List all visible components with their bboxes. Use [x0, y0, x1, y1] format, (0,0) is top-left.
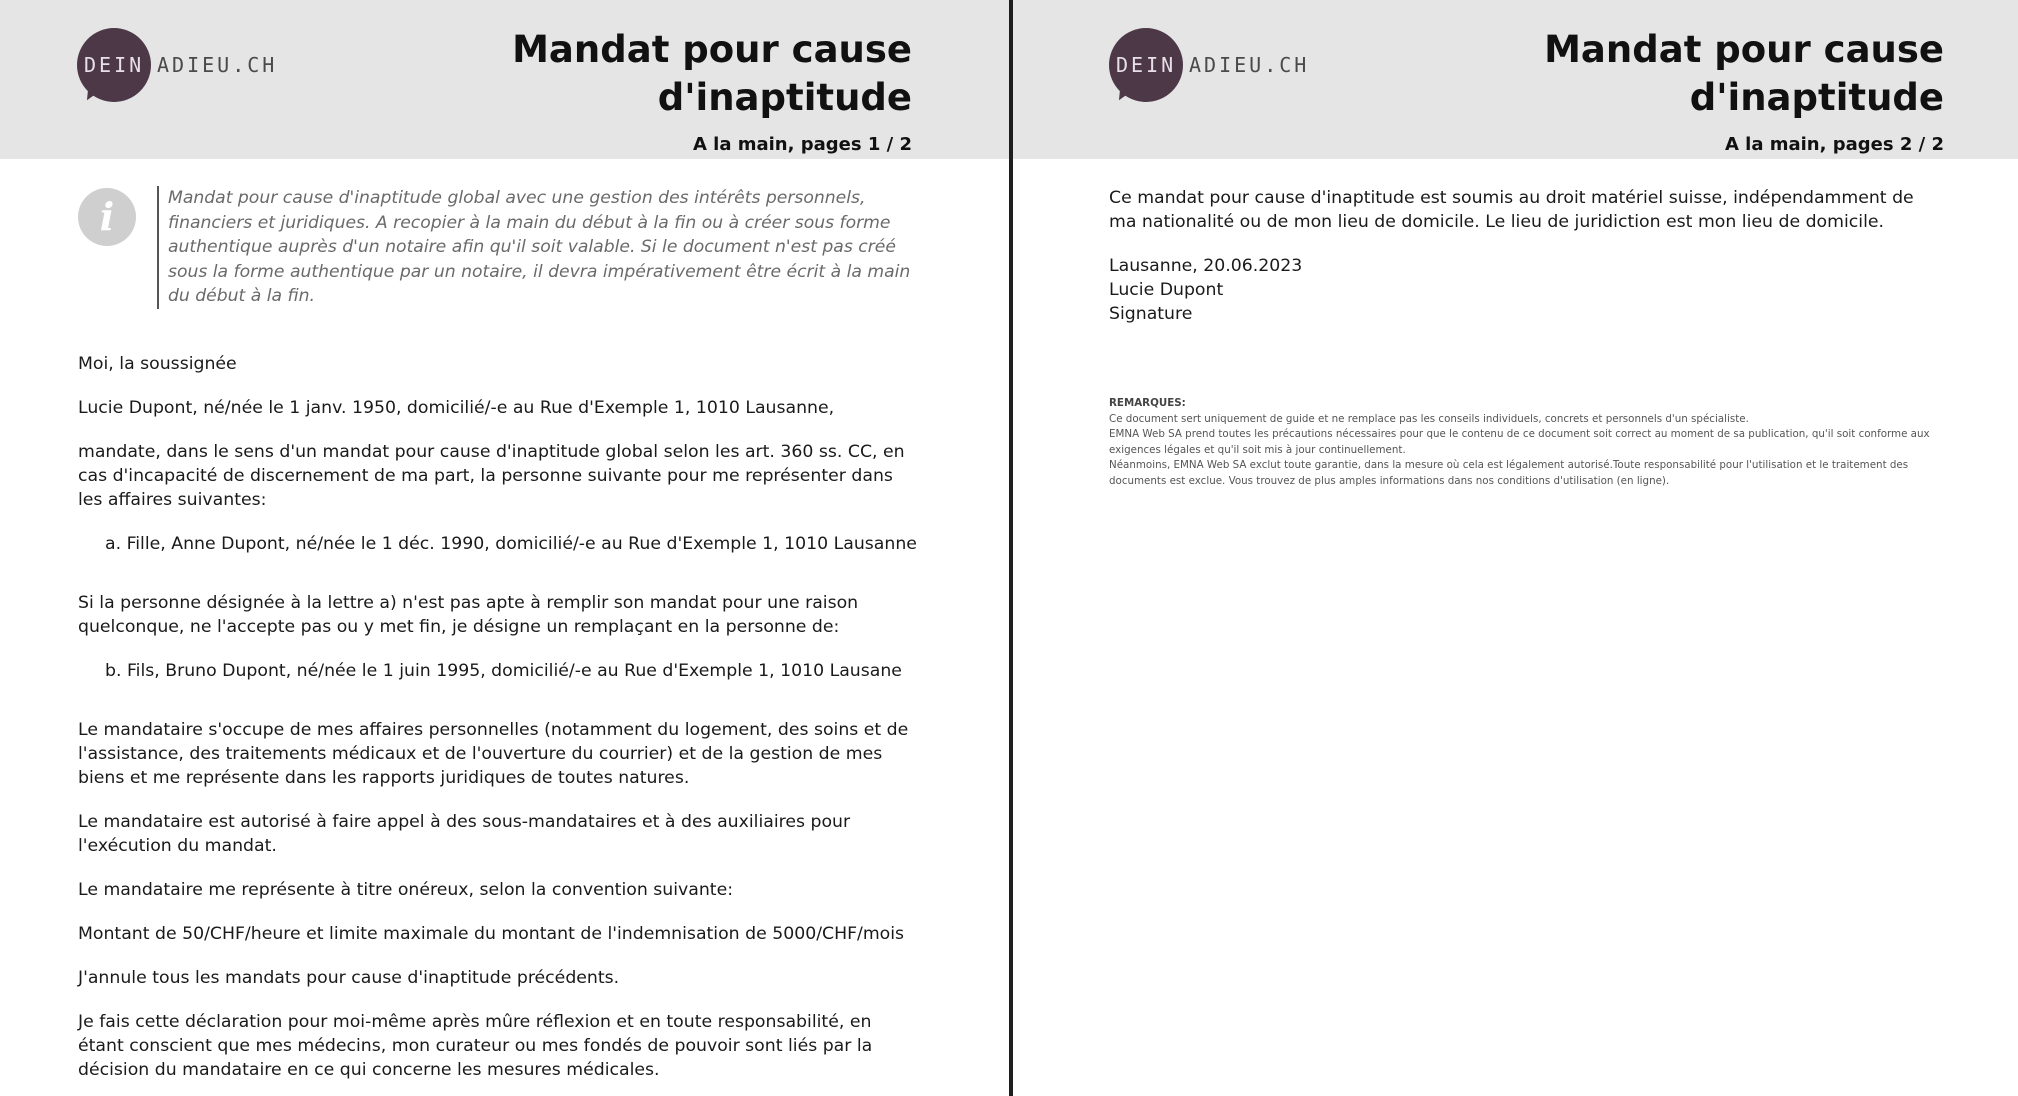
paragraph: Le mandataire me représente à titre onéreux, selon la convention suivante:	[78, 880, 734, 900]
paragraph: mandate, dans le sens d'un mandat pour cause d'inaptitude global selon les art. 360 ss. CC, en cas d'incapacité de discernement de ma part, la personne suivante pour me représenter dans les affaires suivantes:	[78, 442, 905, 510]
paragraph: Le mandataire est autorisé à faire appel à des sous-mandataires et à des auxiliaires pour l'exécution du mandat.	[78, 812, 851, 856]
paragraph: Je fais cette déclaration pour moi-même après mûre réflexion et en toute responsabilité, en étant conscient que mes médecins, mon curateur ou mes fondés de pouvoir sont liés par la décision du mandataire en ce qui concerne les mesures médicales.	[78, 1012, 873, 1080]
page-title	[392, 26, 912, 122]
signature-label: Signature	[1109, 304, 1193, 324]
info-icon: i	[78, 188, 136, 246]
title-line-2: d'inaptitude	[1689, 76, 1944, 119]
logo	[77, 28, 337, 106]
remarks-text: Ce document sert uniquement de guide et ne remplace pas les conseils individuels, concrets et personnels d'un spécialiste.	[1109, 412, 1749, 425]
paragraph: Lucie Dupont, né/née le 1 janv. 1950, domicilié/-e au Rue d'Exemple 1, 1010 Lausanne,	[78, 398, 835, 418]
list-item: a. Fille, Anne Dupont, né/née le 1 déc. 1990, domicilié/-e au Rue d'Exemple 1, 1010 Lausanne	[105, 534, 917, 554]
paragraph: Ce mandat pour cause d'inaptitude est soumis au droit matériel suisse, indépendamment de ma nationalité ou de mon lieu de domicile. Le lieu de juridiction est mon lieu de domicile.	[1109, 188, 1914, 232]
document-page-2	[1013, 0, 2018, 1096]
document-body	[78, 352, 918, 1082]
info-box	[78, 188, 913, 308]
logo-text-dein: DEIN	[84, 53, 145, 77]
info-text: Mandat pour cause d'inaptitude global avec une gestion des intérêts personnels, financiers et juridiques. A recopier à la main du début à la fin ou à créer sous forme authentique auprès d'un notaire afin qu'il soit valable. Si le document n'est pas créé sous la forme authentique par un notaire, il devra impérativement être écrit à la main du début à la fin.	[157, 186, 922, 309]
remarks-title: REMARQUES:	[1109, 397, 1186, 409]
page-subtitle: A la main, pages 1 / 2	[692, 134, 912, 155]
page-subtitle: A la main, pages 2 / 2	[1724, 134, 1944, 155]
logo-text-adieu: ADIEU.CH	[157, 53, 278, 77]
page-title	[1424, 26, 1944, 122]
remarks-section	[1109, 396, 1949, 489]
document-body	[1109, 186, 1939, 326]
logo-text-dein: DEIN	[1116, 53, 1177, 77]
remarks-text: EMNA Web SA prend toutes les précautions nécessaires pour que le contenu de ce document soit correct au moment de sa publication, qu'il soit conforme aux exigences légales et qu'il soit mis à jour continuellement.	[1109, 428, 1930, 456]
logo	[1109, 28, 1369, 106]
list-item: b. Fils, Bruno Dupont, né/née le 1 juin 1995, domicilié/-e au Rue d'Exemple 1, 1010 Lausane	[105, 661, 902, 681]
logo-text-adieu: ADIEU.CH	[1189, 53, 1310, 77]
paragraph: Le mandataire s'occupe de mes affaires personnelles (notamment du logement, des soins et de l'assistance, des traitements médicaux et de l'ouverture du courrier) et de la gestion de mes biens et me représente dans les rapports juridiques de toutes natures.	[78, 720, 909, 788]
paragraph: Montant de 50/CHF/heure et limite maximale du montant de l'indemnisation de 5000/CHF/mois	[78, 924, 905, 944]
place-date: Lausanne, 20.06.2023	[1109, 256, 1303, 276]
paragraph: J'annule tous les mandats pour cause d'inaptitude précédents.	[78, 968, 620, 988]
paragraph: Si la personne désignée à la lettre a) n'est pas apte à remplir son mandat pour une raison quelconque, ne l'accepte pas ou y met fin, je désigne un remplaçant en la personne de:	[78, 593, 859, 637]
page-header	[1013, 0, 2018, 159]
paragraph: Moi, la soussignée	[78, 354, 237, 374]
remarks-text: Néanmoins, EMNA Web SA exclut toute garantie, dans la mesure où cela est légalement autorisé.Toute responsabilité pour l'utilisation et le traitement des documents est exclue. Vous trouvez de plus amples informations dans nos conditions d'utilisation (en ligne).	[1109, 459, 1909, 487]
title-line-1: Mandat pour cause	[512, 28, 912, 71]
title-line-1: Mandat pour cause	[1544, 28, 1944, 71]
page-header	[0, 0, 1009, 159]
title-line-2: d'inaptitude	[657, 76, 912, 119]
signer-name: Lucie Dupont	[1109, 280, 1224, 300]
